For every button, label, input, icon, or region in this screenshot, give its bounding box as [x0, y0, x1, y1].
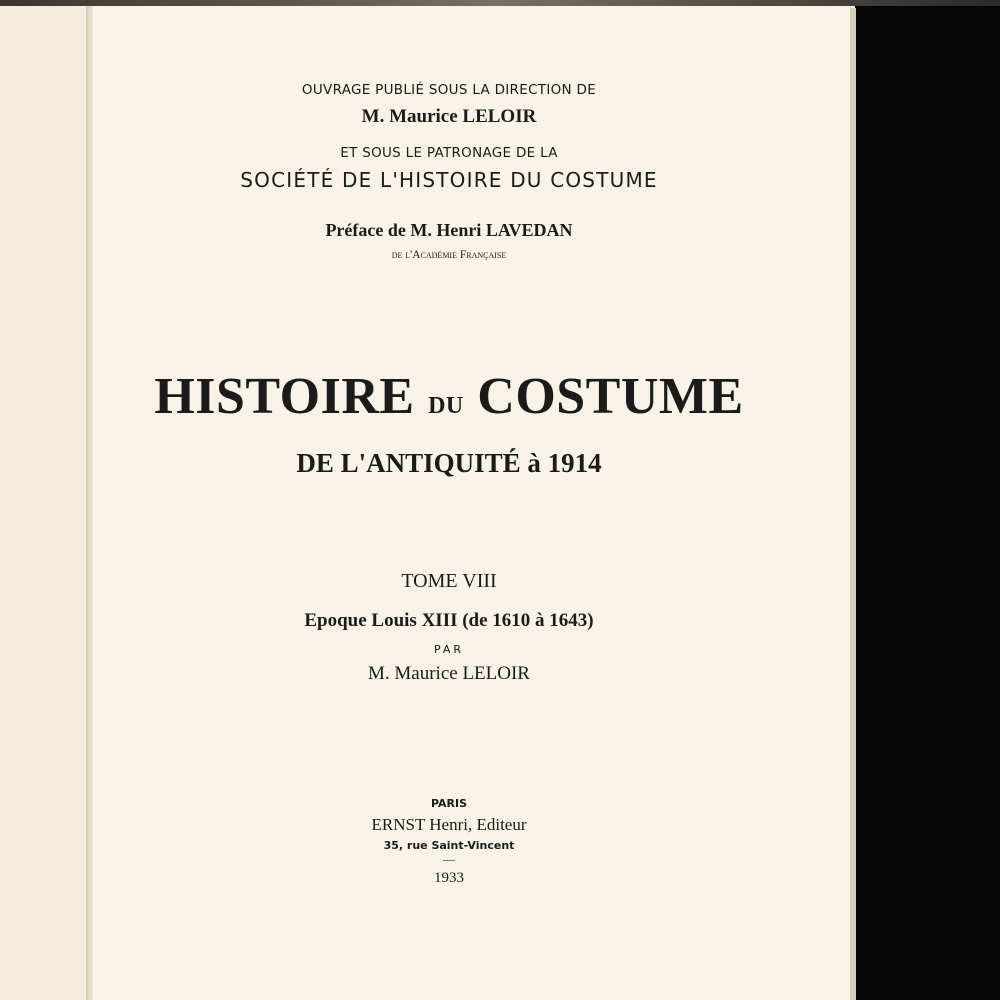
book-top-edge: [0, 0, 1000, 6]
title-word-costume: COSTUME: [477, 368, 744, 425]
par-line: PAR: [433, 643, 465, 656]
imprint-publisher: ERNST Henri, Editeur: [371, 815, 527, 834]
epoch-line: Epoque Louis XIII (de 1610 à 1643): [304, 610, 594, 631]
society-name: SOCIÉTÉ DE L'HISTOIRE DU COSTUME: [240, 168, 658, 192]
imprint-city: PARIS: [430, 797, 468, 810]
title-word-du: DU: [428, 393, 464, 419]
preface-line: Préface de M. Henri LAVEDAN: [325, 220, 573, 240]
page-edge: [850, 8, 856, 1000]
title-word-histoire: HISTOIRE: [154, 368, 415, 425]
imprint-address: 35, rue Saint-Vincent: [383, 839, 515, 852]
author-line: M. Maurice LELOIR: [368, 663, 530, 684]
academy-line: de l'Académie Française: [391, 249, 507, 261]
imprint-year: 1933: [434, 870, 464, 886]
tome-number: TOME VIII: [401, 570, 497, 592]
imprint-dash: —: [443, 852, 455, 866]
main-title: [93, 367, 805, 426]
patronage-line: ET SOUS LE PATRONAGE DE LA: [340, 145, 558, 161]
direction-line: OUVRAGE PUBLIÉ SOUS LA DIRECTION DE: [301, 82, 597, 98]
director-name: M. Maurice LELOIR: [361, 106, 537, 127]
left-page: [0, 4, 88, 1000]
subtitle: DE L'ANTIQUITÉ à 1914: [296, 448, 602, 478]
